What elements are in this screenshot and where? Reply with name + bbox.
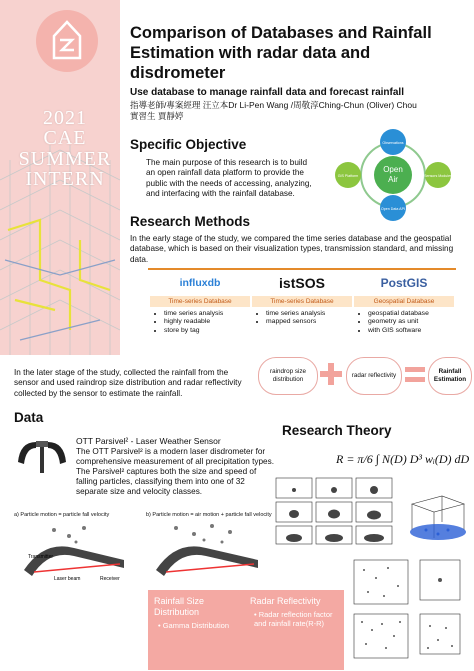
intern-logo	[36, 10, 98, 72]
db-feature: • time series analysis	[266, 310, 352, 318]
box-item-text: Radar reflection factor and rainfall rate(R-R)	[254, 609, 333, 628]
plus-icon	[320, 363, 342, 385]
db-features	[354, 307, 454, 335]
objective-heading: Specific Objective	[130, 137, 247, 152]
banner-line2: SUMMER	[18, 147, 112, 170]
parsivel-sensor-icon	[14, 436, 70, 476]
node-sensors-label: Sensors Modules	[424, 174, 452, 178]
authors-line1: 指導老師/專案經理 汪立本Dr Li-Pen Wang /周敬淳Ching-Chun (Oliver) Chou	[130, 100, 417, 110]
box-item: • Radar reflection factor and rainfall rate(R-R)	[254, 609, 333, 628]
db-type: Time-series Database	[150, 296, 250, 307]
flow-reflectivity: radar reflectivity	[346, 357, 402, 395]
node-observations-label: Observations	[382, 141, 404, 145]
authors-line2: 實習生 賈靜婷	[130, 111, 184, 122]
db-feature: • mapped sensors	[266, 318, 352, 326]
methods-heading: Research Methods	[130, 214, 251, 229]
raindrop-shapes-figure	[274, 476, 394, 546]
banner-line3: INTERN	[25, 168, 105, 191]
db-column-influxdb	[150, 270, 250, 335]
logo-house-icon	[36, 10, 98, 72]
measurement-volume-figure	[402, 490, 470, 546]
theory-heading: Research Theory	[282, 423, 392, 438]
db-feature: • store by tag	[164, 327, 250, 335]
banner-text	[10, 108, 120, 190]
label-transmitter: Transmitter	[28, 554, 54, 560]
banner-year: 2021	[43, 107, 87, 129]
rainfall-size-box	[148, 590, 244, 670]
estimation-flow	[258, 357, 470, 397]
poster-subtitle: Use database to manage rainfall data and forecast rainfall	[130, 87, 404, 98]
poster-title: Comparison of Databases and Rainfall Estimation with radar data and disdrometer	[130, 24, 432, 82]
flow-dsd: raindrop size distribution	[258, 357, 318, 395]
rainfall-formula: R = π/6 ∫ N(D) D³ wᵢ(D) dD	[336, 452, 470, 466]
particle-motion-diagrams	[14, 512, 276, 586]
sensor-description: The OTT Parsivel² is a modern laser disdrometer for comprehensive measurement of all precipitation types. The Parsivel² captures both the size and speed of falling particles, classifying them into one of 32 separate size and velocity classes.	[76, 447, 274, 496]
later-stage-text: In the later stage of the study, collected the rainfall from the sensor and used raindrop size distribution and radar reflectivity collected by the sensor to estimate the rainfall.	[14, 368, 242, 398]
db-features	[150, 307, 250, 335]
banner-line1: CAE	[43, 127, 87, 150]
box-heading: Radar Reflectivity	[250, 596, 321, 606]
sensor-title: OTT Parsivel² - Laser Weather Sensor	[76, 436, 221, 446]
diagram-a-caption: a) Particle motion = particle fall velocity	[14, 512, 110, 518]
diagram-b	[146, 520, 276, 586]
db-feature: • geospatial database	[368, 310, 454, 318]
equals-icon	[405, 367, 425, 383]
db-features	[252, 307, 352, 327]
db-type: Geospatial Database	[354, 296, 454, 307]
istsos-logo: istSOS	[279, 275, 325, 291]
node-gis-label: GIS Platform	[337, 174, 359, 178]
open-air-center-label-2: Air	[388, 175, 398, 184]
authors	[130, 100, 470, 122]
open-air-center-label: Open	[383, 165, 403, 174]
radar-reflectivity-box	[244, 590, 344, 670]
diagram-a	[14, 520, 142, 586]
db-feature: • geometry as unit	[368, 318, 454, 326]
poster-banner	[0, 0, 120, 355]
box-heading: Rainfall Size Distribution	[154, 596, 205, 617]
label-laser-beam: Laser beam	[54, 576, 81, 582]
objective-text: The main purpose of this research is to build an open rainfall data platform to provide the public with the needs of accessing, analyzing, and interfacing with the rainfall database.	[146, 158, 312, 198]
db-type: Time-series Database	[252, 296, 352, 307]
db-feature: • time series analysis	[164, 310, 250, 318]
node-open-data-label: Open Data API	[381, 207, 405, 211]
postgis-logo: PostGIS	[380, 276, 428, 290]
db-feature: • with GIS software	[368, 327, 454, 335]
cubic-meter-figures	[350, 556, 474, 666]
influxdb-logo: influxdb	[179, 277, 221, 289]
db-feature: • highly readable	[164, 318, 250, 326]
db-column-postgis	[354, 270, 454, 335]
flow-rainfall-estimation: Rainfall Estimation	[428, 357, 472, 395]
box-item: • Gamma Distribution	[158, 620, 229, 630]
label-receiver: Receiver	[100, 576, 120, 582]
methods-text: In the early stage of the study, we compared the time series database and the geospatial database, which is based on their visualization types, transmission standard, and missing data.	[130, 234, 454, 264]
structure-illustration	[0, 40, 120, 355]
database-comparison-table	[148, 268, 456, 352]
diagram-b-caption: b) Particle motion = air motion + particle fall velocity	[146, 512, 272, 518]
box-item-text: Gamma Distribution	[162, 620, 229, 630]
db-column-istsos	[252, 270, 352, 327]
open-air-diagram	[318, 128, 468, 222]
data-heading: Data	[14, 410, 44, 425]
